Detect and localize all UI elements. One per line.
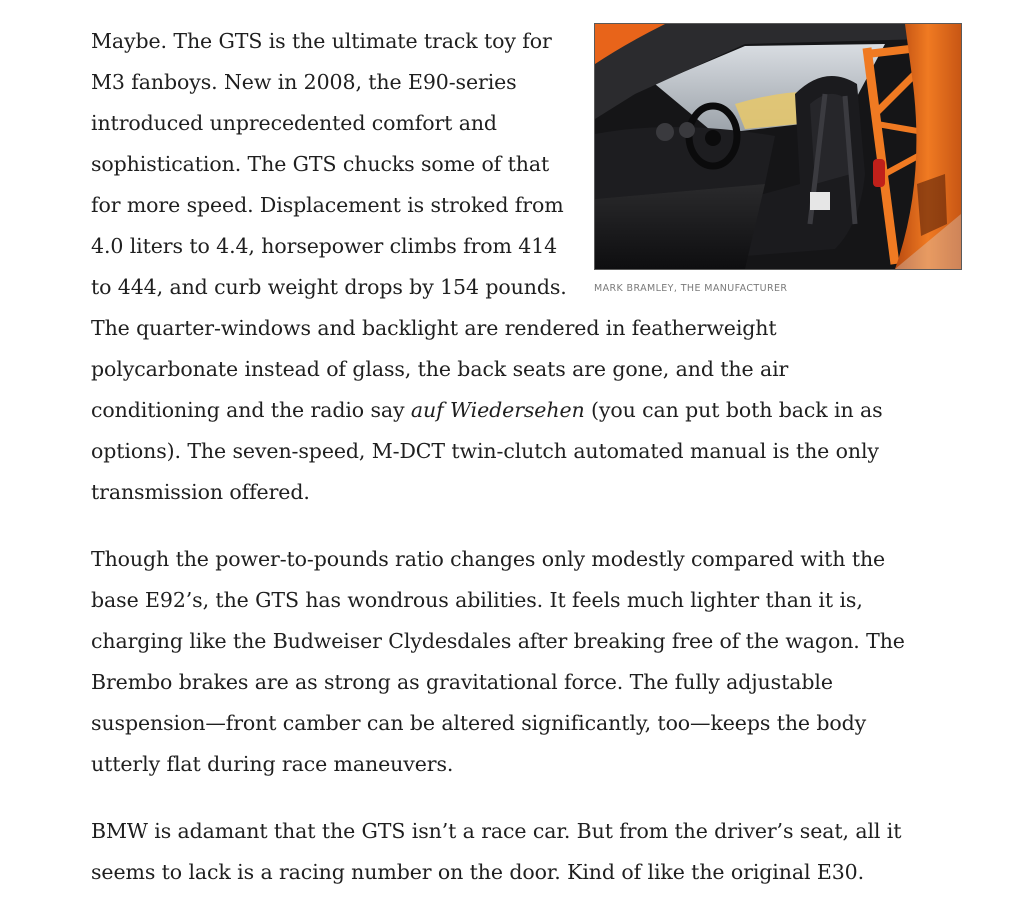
car-interior-photo <box>594 23 962 270</box>
paragraph-1-text-end: (you can put both back in as options). The seven-speed, M-DCT twin-clutch automated manual is the only transmission offered. <box>91 398 883 504</box>
photo-figure <box>594 23 962 296</box>
paragraph-2: Though the power-to-pounds ratio changes only modestly compared with the base E92’s, the GTS has wondrous abilities. It feels much lighter than it is, charging like the Budweiser Clydesdales after breaking free of the wagon. The Brembo brakes are as strong as gravitational force. The fully adjustable suspension—front camber can be altered significantly, too—keeps the body utterly flat during race maneuvers. <box>91 547 905 776</box>
photo-caption: MARK BRAMLEY, THE MANUFACTURER <box>594 283 788 294</box>
paragraph-3: BMW is adamant that the GTS isn’t a race car. But from the driver’s seat, all it seems to lack is a racing number on the door. Kind of like the original E30. <box>91 819 902 884</box>
article-body <box>91 21 921 893</box>
paragraph-1-italic: auf Wiedersehen <box>410 398 585 422</box>
paragraph-1-text: Maybe. The GTS is the ultimate track toy for M3 fanboys. New in 2008, the E90-series introduced unprecedented comfort and sophistication. The GTS chucks some of that for more speed. Displacement is stroked from 4.0 liters to 4.4, horsepower climbs from 414 to 444, and curb weight drops by 154 pounds. The quarter-windows and backlight are rendered in featherweight polycarbonate instead of glass, the back seats are gone, and the air conditioning and the radio say <box>91 29 789 422</box>
